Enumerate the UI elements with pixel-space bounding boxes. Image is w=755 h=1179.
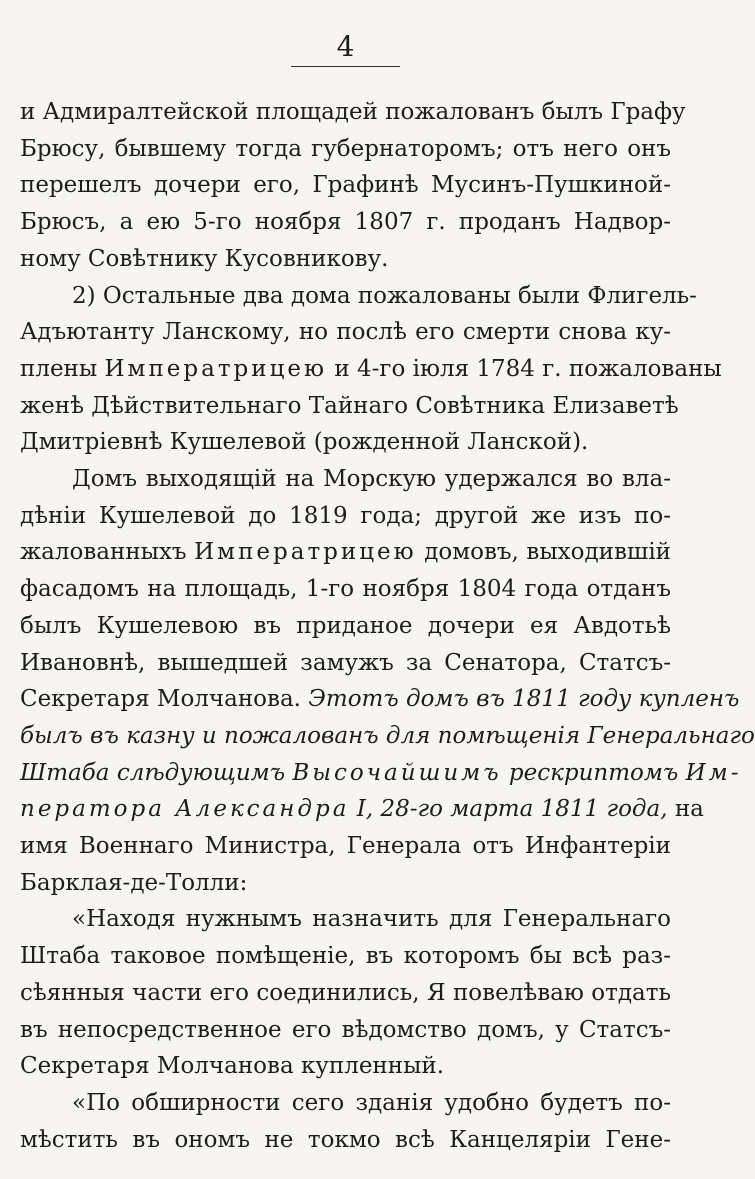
text-line	[20, 901, 671, 938]
text-segment: домовъ, выходившій	[416, 539, 671, 566]
text-line	[20, 865, 671, 902]
text-segment: «По обширности сего зданія удобно будетъ по-	[72, 1089, 671, 1116]
text-line	[20, 1122, 671, 1159]
text-segment: Дмитріевнѣ Кушелевой (рожденной Ланской).	[20, 429, 589, 456]
text-segment: женѣ Дѣйствительнаго Тайнаго Совѣтника Елизаветѣ	[20, 392, 679, 419]
text-segment: Брюсу, бывшему тогда губернаторомъ; отъ него онъ	[20, 135, 671, 162]
text-segment: рескриптомъ	[501, 759, 686, 786]
text-segment: I, 28-го марта 1811 года,	[349, 796, 668, 823]
text-line	[20, 94, 686, 131]
text-segment: Брюсъ, а ею 5-го ноября 1807 г. проданъ Надвор-	[20, 209, 671, 236]
page-header	[0, 30, 691, 67]
text-segment: ному Совѣтнику Кусовникову.	[20, 245, 389, 272]
text-segment: Штаба слѣдующимъ	[20, 759, 293, 786]
text-segment: на	[667, 796, 704, 823]
text-line	[20, 534, 671, 571]
text-segment: плены	[20, 355, 105, 382]
text-line	[20, 131, 671, 168]
text-line	[20, 975, 671, 1012]
text-line	[20, 1085, 671, 1122]
text-segment: Этотъ домъ въ 1811 году купленъ	[308, 686, 740, 713]
text-line	[20, 608, 671, 645]
text-segment: Адъютанту Ланскому, но послѣ его смерти снова ку-	[20, 319, 671, 346]
text-line	[20, 204, 671, 241]
text-segment: былъ въ казну и пожалованъ для помѣщенія Генеральнаго	[20, 722, 755, 749]
text-line	[20, 1048, 671, 1085]
text-segment: Домъ выходящій на Морскую удержался во вла-	[72, 466, 671, 493]
text-segment: Штаба таковое помѣщеніе, въ которомъ бы всѣ раз-	[20, 943, 671, 970]
text-segment: мѣстить въ ономъ не токмо всѣ Канцеляріи Гене-	[20, 1126, 671, 1153]
text-line	[20, 167, 671, 204]
text-segment: и Адмиралтейской площадей пожалованъ былъ Графу	[20, 99, 686, 125]
text-segment: въ непосредственное его вѣдомство домъ, у Статсъ-	[20, 1016, 671, 1043]
text-line	[20, 571, 671, 608]
text-segment: 2) Остальные два дома пожалованы были Флигель-	[72, 282, 697, 309]
text-segment: дѣніи Кушелевой до 1819 года; другой же изъ по-	[20, 502, 671, 529]
text-line	[20, 718, 755, 755]
text-line	[20, 278, 697, 315]
text-line	[20, 388, 679, 425]
text-line	[20, 791, 704, 828]
text-line	[20, 1012, 671, 1049]
text-segment: сѣянныя части его соединились, Я повелѣваю отдать	[20, 979, 671, 1006]
text-segment: былъ Кушелевою въ приданое дочери ея Авдотьѣ	[20, 612, 671, 639]
text-segment: имя Военнаго Министра, Генерала отъ Инфантеріи	[20, 833, 671, 860]
text-segment: Императрицею	[194, 539, 417, 566]
text-segment: Барклая-де-Толли:	[20, 869, 248, 896]
text-segment: перешелъ дочери его, Графинѣ Мусинъ-Пушкиной-	[20, 172, 671, 199]
text-line	[20, 938, 671, 975]
text-line	[20, 755, 742, 792]
text-segment: Секретаря Молчанова купленный.	[20, 1053, 445, 1080]
text-line	[20, 645, 671, 682]
body-text	[20, 94, 755, 1158]
text-line	[20, 828, 671, 865]
text-segment: Императрицею	[104, 355, 328, 382]
text-line	[20, 351, 722, 388]
text-line	[20, 461, 671, 498]
text-line	[20, 498, 671, 535]
text-segment: жалованныхъ	[20, 539, 195, 566]
text-line	[20, 681, 740, 718]
text-segment: ператора Александра	[20, 796, 350, 823]
page-number: 4	[291, 30, 401, 67]
text-line	[20, 241, 671, 278]
text-segment: и 4-го іюля 1784 г. пожалованы	[327, 355, 722, 382]
text-segment: Им-	[685, 759, 742, 786]
text-segment: фасадомъ на площадь, 1-го ноября 1804 года отданъ	[20, 576, 671, 603]
text-line	[20, 424, 671, 461]
text-segment: Ивановнѣ, вышедшей замужъ за Сенатора, Статсъ-	[20, 649, 671, 676]
text-segment: Секретаря Молчанова.	[20, 686, 309, 713]
text-segment: Высочайшимъ	[292, 759, 502, 786]
text-segment: «Находя нужнымъ назначить для Генеральнаго	[72, 906, 671, 933]
text-line	[20, 314, 671, 351]
